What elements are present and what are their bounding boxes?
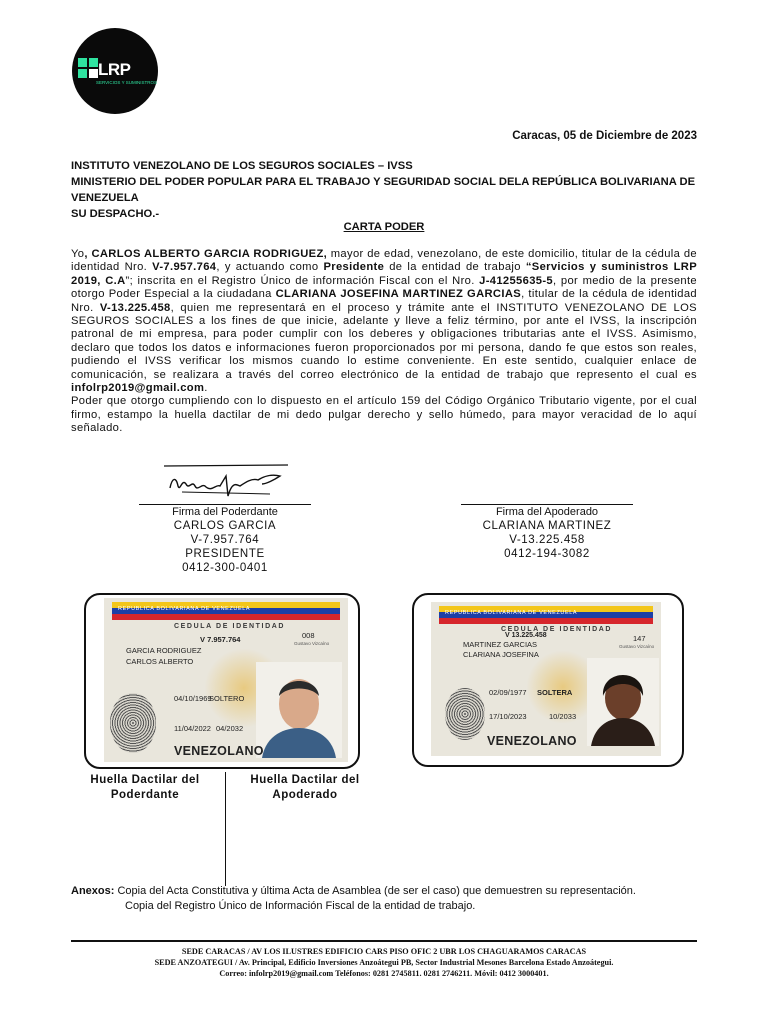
card-photo <box>256 662 342 758</box>
annexes-block <box>71 884 711 914</box>
card-id-number: V 7.957.764 <box>200 635 241 644</box>
id-card-poderdante <box>104 598 348 762</box>
card-civil-status: SOLTERO <box>209 694 245 703</box>
company-rif: J-41255635-5 <box>479 274 553 287</box>
card-code: 008 <box>302 631 315 640</box>
footer-line: SEDE ANZOATEGUI / Av. Principal, Edificio Inversiones Anzoátegui PB, Sector Industrial Mesones Barcelona Estado Anzoátegui. <box>154 958 614 967</box>
signer-id: V-7.957.764 <box>190 534 260 546</box>
card-surnames: MARTINEZ GARCIAS <box>463 640 538 649</box>
card-director: Gustavo Vizcaíno <box>294 641 330 646</box>
text-run: , titular de la cédula de identidad Nro. <box>71 288 697 314</box>
fingerprint-icon <box>445 688 485 740</box>
letter-subject: CARTA PODER <box>343 221 425 233</box>
logo-text: LRP <box>98 60 131 79</box>
text-run: Yo <box>71 248 85 260</box>
card-nationality: VENEZOLANO <box>174 744 264 758</box>
card-id-number: V 13.225.458 <box>505 632 547 639</box>
card-code: 147 <box>633 634 646 643</box>
text-run: ”; inscrita en el Registro Único de información Fiscal con el Nro. <box>125 274 480 287</box>
annex-item: Copia del Acta Constitutiva y última Acta de Asamblea (de ser el caso) que demuestren su representación. <box>114 885 636 897</box>
annex-line <box>71 884 711 899</box>
card-expiry-date: 04/2032 <box>216 724 244 733</box>
addressee-block <box>71 158 701 222</box>
card-photo <box>587 658 659 746</box>
signature-block-poderdante <box>125 505 325 575</box>
card-names: CARLOS ALBERTO <box>126 657 194 666</box>
text-run: . <box>204 382 208 395</box>
footer-line: Correo: infolrp2019@gmail.com Teléfonos: 0281 2745811. 0281 2746211. Móvil: 0412 3000401. <box>219 969 549 978</box>
signer-phone: 0412-194-3082 <box>504 548 590 560</box>
text-run: , quien me representará en el proceso y trámite ante el INSTITUTO VENEZOLANO DE LOS SEGUROS SOCIALES a los fines de que inicie, adelante y lleve a feliz término, por ante el IVSS, la inscripción patronal de mi empresa, para poder cumplir con los deberes y obligaciones tributarias ante el IVSS. Asimismo, declaro que todos los datos e informaciones fueron proporcionados por mi persona, dando fe que estos son reales, pudiendo el IVSS verificar los mismos cuando lo estime conveniente. En este sentido, cualquier enlace de comunicación, se realizara a través del correo electrónico de la entidad de trabajo que represento el cual es <box>71 301 697 381</box>
signer-name: CARLOS GARCIA <box>173 520 277 532</box>
signer-id: V-13.225.458 <box>509 534 585 546</box>
fingerprint-divider <box>225 772 226 886</box>
card-nationality: VENEZOLANO <box>487 734 577 748</box>
company-email: infolrp2019@gmail.com <box>71 382 205 395</box>
text-run: , y actuando como <box>216 261 324 274</box>
addressee-line: MINISTERIO DEL PODER POPULAR PARA EL TRABAJO Y SEGURIDAD SOCIAL DELA REPÚBLICA BOLIVARIANA DE VENEZUELA <box>71 176 696 204</box>
signer-role: PRESIDENTE <box>185 548 265 560</box>
card-issue-date: 11/04/2022 <box>174 724 211 733</box>
logo-subtext: SERVICIOS Y SUMINISTROS <box>96 80 158 85</box>
card-header: REPUBLICA BOLIVARIANA DE VENEZUELA <box>118 606 251 612</box>
signer-name: CLARIANA MARTINEZ <box>482 520 612 532</box>
card-surnames: GARCIA RODRIGUEZ <box>126 646 202 655</box>
fingerprint-icon <box>110 693 156 753</box>
addressee-line: SU DESPACHO.- <box>71 208 160 220</box>
card-expiry-date: 10/2033 <box>549 712 577 721</box>
handwritten-signature <box>162 462 292 502</box>
annex-line: Copia del Registro Único de Información Fiscal de la entidad de trabajo. <box>125 900 476 912</box>
id-card-apoderado <box>431 602 661 756</box>
grantor-id: V-7.957.764 <box>152 261 217 274</box>
paragraph-2: Poder que otorgo cumpliendo con lo dispuesto en el artículo 159 del Código Orgánico Tributario vigente, por el cual firmo, estampo la huella dactilar de mi dedo pulgar derecho y sello húmedo, para mayor veracidad de lo aquí señalado. <box>71 395 697 435</box>
letter-body <box>71 248 697 436</box>
grantor-name: , CARLOS ALBERTO GARCIA RODRIGUEZ, <box>84 248 328 260</box>
text-run: , por medio de la presente otorgo Poder Especial a la ciudadana <box>71 274 697 301</box>
signer-phone: 0412-300-0401 <box>182 562 268 574</box>
card-header: REPUBLICA BOLIVARIANA DE VENEZUELA <box>445 610 578 616</box>
text-run: de la entidad de trabajo <box>384 261 526 274</box>
company-name: “Servicios y suministros LRP 2019, C.A <box>71 261 698 287</box>
logo-mark-icon <box>78 58 100 80</box>
card-director: Gustavo Vizcaíno <box>619 644 655 649</box>
annexes-label: Anexos: <box>71 885 115 897</box>
letter-date: Caracas, 05 de Diciembre de 2023 <box>512 130 697 142</box>
signature-block-apoderado <box>447 505 647 561</box>
signature-label: Firma del Apoderado <box>495 506 599 518</box>
card-title: CEDULA DE IDENTIDAD <box>174 623 286 630</box>
footer-line: SEDE CARACAS / AV LOS ILUSTRES EDIFICIO CARS PISO OFIC 2 UBR LOS CHAGUARAMOS CARACAS <box>181 947 587 956</box>
paragraph-1 <box>71 248 697 395</box>
attorney-name: CLARIANA JOSEFINA MARTINEZ GARCIAS <box>275 288 522 301</box>
addressee-line: INSTITUTO VENEZOLANO DE LOS SEGUROS SOCIALES – IVSS <box>71 160 413 172</box>
fingerprint-header-apoderado: Huella Dactilar del Apoderado <box>250 774 360 801</box>
card-birth-date: 02/09/1977 <box>489 688 527 697</box>
fingerprint-header-poderdante: Huella Dactilar del Poderdante <box>90 774 200 801</box>
letter-footer <box>71 940 697 979</box>
card-issue-date: 17/10/2023 <box>489 712 527 721</box>
attorney-id: V-13.225.458 <box>99 301 171 314</box>
company-logo <box>72 28 158 114</box>
text-run: mayor de edad, venezolano, de este domicilio, titular de la cédula de identidad Nro. <box>71 248 697 274</box>
card-names: CLARIANA JOSEFINA <box>463 650 539 659</box>
signature-label: Firma del Poderdante <box>172 506 278 518</box>
grantor-role: Presidente <box>323 261 385 274</box>
card-birth-date: 04/10/1969 <box>174 694 212 703</box>
card-civil-status: SOLTERA <box>537 688 573 697</box>
card-title: CEDULA DE IDENTIDAD <box>501 626 613 633</box>
